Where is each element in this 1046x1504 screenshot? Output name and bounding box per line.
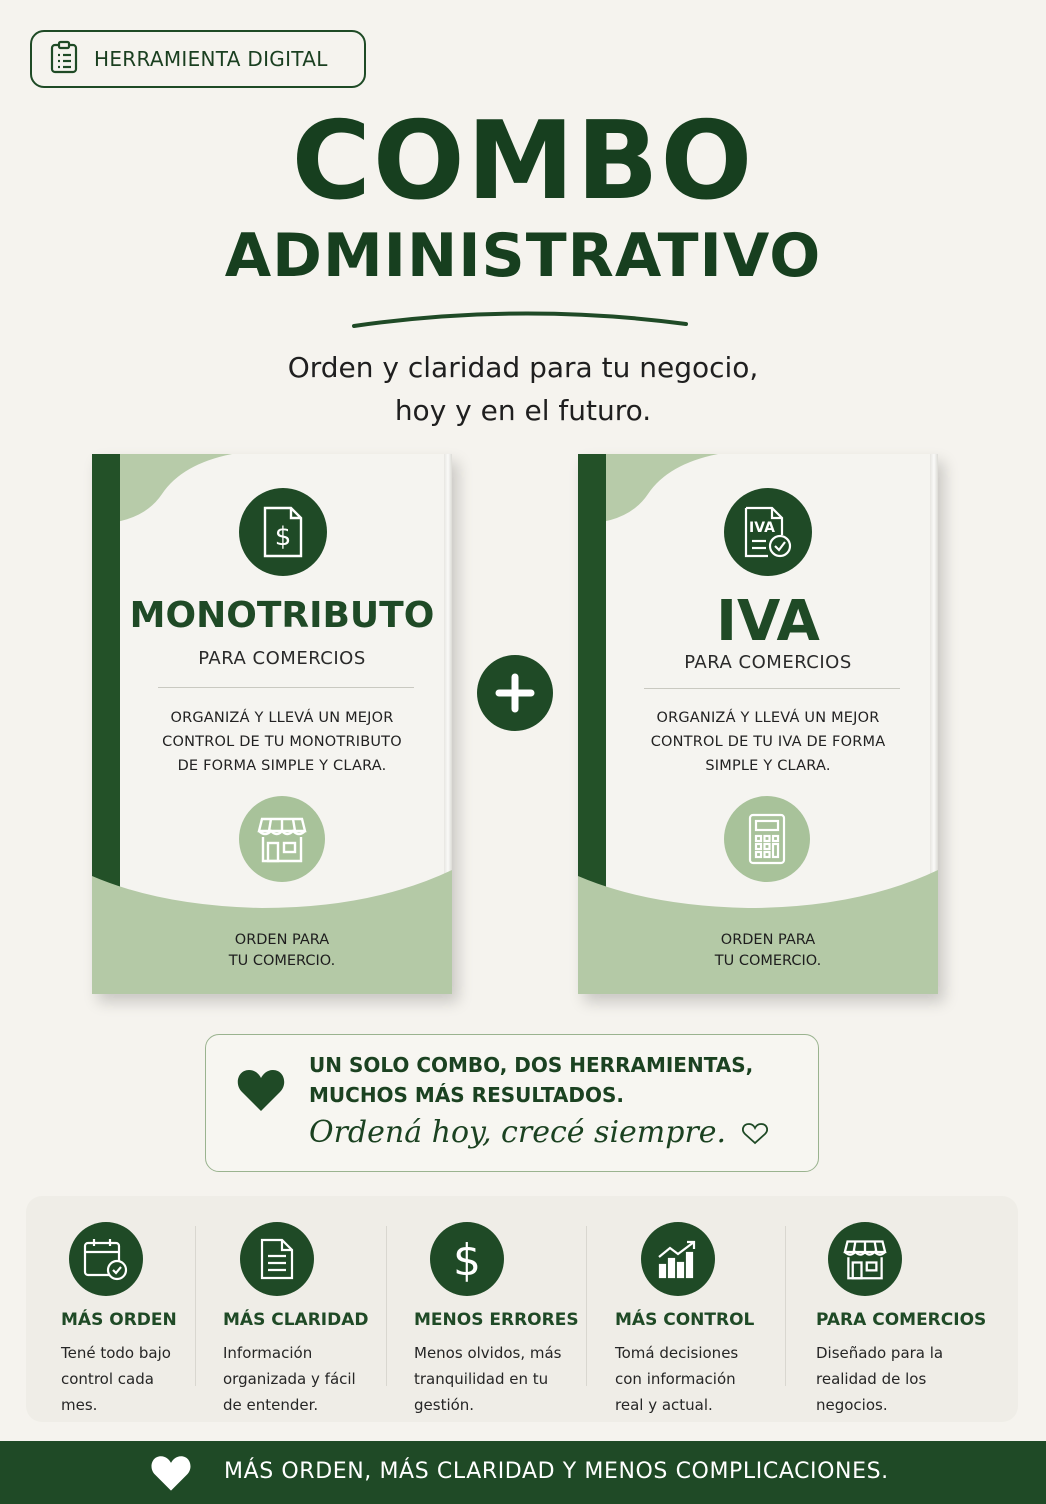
book-iva — [578, 454, 938, 994]
combo-script-text: Ordená hoy, crecé siempre. — [309, 1115, 727, 1150]
feature-desc: Diseñado para la realidad de los negocios. — [816, 1344, 944, 1414]
desc-line: CONTROL DE TU MONOTRIBUTO — [162, 734, 402, 750]
feature-title: PARA COMERCIOS — [816, 1310, 987, 1330]
feature-desc: Menos olvidos, más tranquilidad en tu gestión. — [414, 1344, 562, 1414]
footer-line: ORDEN PARA — [234, 932, 330, 948]
svg-text:$: $ — [453, 1235, 481, 1283]
feature-title: MENOS ERRORES — [414, 1310, 579, 1330]
calendar-check-icon — [69, 1222, 143, 1296]
book-subtitle: PARA COMERCIOS — [684, 652, 852, 673]
book-title: IVA — [716, 589, 820, 654]
title-line1: COMBO — [291, 99, 755, 224]
feature-separator — [386, 1226, 387, 1386]
title-underline — [350, 308, 690, 332]
feature-desc: Tené todo bajo control cada mes. — [61, 1344, 171, 1414]
desc-line: ORGANIZÁ Y LLEVÁ UN MEJOR — [170, 710, 394, 726]
desc-line: SIMPLE Y CLARA. — [705, 758, 831, 774]
combo-script — [309, 1115, 768, 1150]
heart-icon — [236, 1067, 286, 1113]
book-title: MONOTRIBUTO — [129, 595, 435, 636]
feature-desc: Información organizada y fácil de entender. — [223, 1344, 356, 1414]
feature-title: MÁS CLARIDAD — [223, 1310, 369, 1330]
combo-line2: MUCHOS MÁS RESULTADOS. — [309, 1083, 624, 1107]
footer-bar — [0, 1441, 1046, 1504]
plus-icon — [477, 655, 553, 731]
book-subtitle: PARA COMERCIOS — [198, 648, 366, 669]
tool-badge — [30, 30, 366, 88]
book-description — [132, 706, 432, 778]
feature-separator — [195, 1226, 196, 1386]
combo-line1: UN SOLO COMBO, DOS HERRAMIENTAS, — [309, 1053, 754, 1077]
clipboard-icon — [50, 40, 78, 78]
book-footer — [120, 930, 444, 972]
heart-icon — [150, 1453, 192, 1493]
storefront-icon — [828, 1222, 902, 1296]
footer-line: TU COMERCIO. — [714, 953, 822, 969]
document-icon — [240, 1222, 314, 1296]
book-divider — [158, 687, 414, 688]
dollar-document-icon — [239, 488, 327, 576]
combo-callout — [205, 1034, 819, 1172]
growth-chart-icon — [641, 1222, 715, 1296]
footer-text: MÁS ORDEN, MÁS CLARIDAD Y MENOS COMPLICACIONES. — [224, 1459, 889, 1484]
subtitle-line1: Orden y claridad para tu negocio, — [287, 351, 759, 384]
book-footer — [606, 930, 930, 972]
iva-icon-text: IVA — [749, 520, 775, 536]
feature-desc: Tomá decisiones con información real y actual. — [615, 1344, 739, 1414]
svg-text:$: $ — [274, 522, 292, 552]
heart-outline-icon — [742, 1123, 768, 1145]
dollar-icon — [430, 1222, 504, 1296]
feature-separator — [586, 1226, 587, 1386]
footer-line: ORDEN PARA — [720, 932, 816, 948]
footer-line: TU COMERCIO. — [228, 953, 336, 969]
badge-label: HERRAMIENTA DIGITAL — [94, 47, 328, 71]
iva-document-check-icon — [724, 488, 812, 576]
feature-title: MÁS ORDEN — [61, 1310, 177, 1330]
book-divider — [644, 688, 900, 689]
feature-title: MÁS CONTROL — [615, 1310, 755, 1330]
subtitle — [0, 346, 1046, 432]
desc-line: ORGANIZÁ Y LLEVÁ UN MEJOR — [656, 710, 880, 726]
feature-separator — [785, 1226, 786, 1386]
book-monotributo — [92, 454, 452, 994]
desc-line: CONTROL DE TU IVA DE FORMA — [650, 734, 886, 750]
title-line2: ADMINISTRATIVO — [224, 221, 822, 291]
desc-line: DE FORMA SIMPLE Y CLARA. — [177, 758, 387, 774]
features-panel — [26, 1196, 1018, 1422]
book-description — [618, 706, 918, 778]
subtitle-line2: hoy y en el futuro. — [394, 394, 652, 427]
